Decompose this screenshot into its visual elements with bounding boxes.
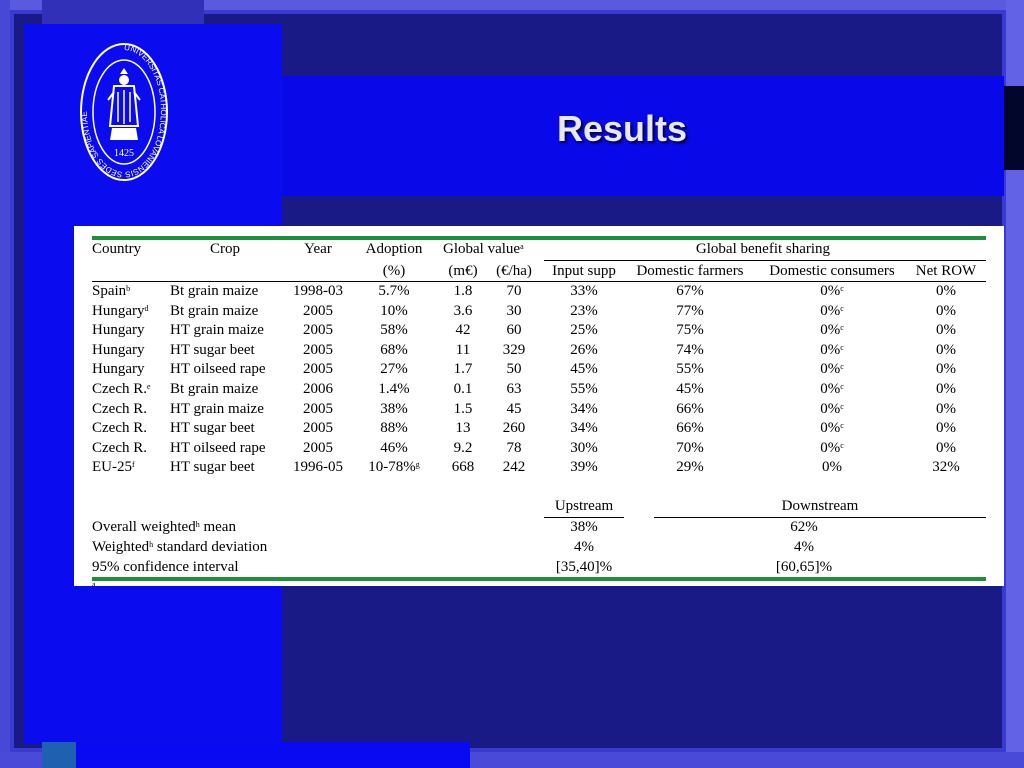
cell-input: 33% — [570, 283, 598, 299]
cell-eur-ha: 30 — [506, 302, 522, 319]
cell-farmers: 70% — [676, 439, 704, 456]
summary-label: Weighted$^h$ standard deviation — [92, 539, 268, 555]
cell-eur-ha: 242 — [502, 459, 526, 476]
cell-eur-ha: 60 — [506, 322, 522, 339]
cell-country: Hungary — [92, 341, 145, 358]
university-seal-logo — [78, 40, 170, 184]
cell-crop: HT sugar beet — [170, 420, 255, 437]
cell-meur: 9.2 — [453, 439, 473, 456]
cell-adoption: 68% — [380, 341, 408, 358]
cell-consumers: 0% — [822, 459, 842, 476]
cell-year: 2005 — [303, 322, 333, 339]
cell-consumers: 0%$^c$ — [820, 361, 844, 378]
cell-row: 0% — [936, 341, 956, 358]
cell-farmers: 67% — [676, 283, 704, 299]
table-bottom-rule — [92, 577, 986, 581]
cell-crop: HT sugar beet — [170, 341, 255, 358]
header-country: Country — [92, 241, 142, 257]
cell-farmers: 77% — [676, 302, 704, 319]
cell-meur: 1.5 — [453, 400, 473, 417]
header-adoption: Adoption — [365, 241, 423, 257]
summary-upstream-value: [35,40]% — [555, 559, 613, 575]
decor-tile-bottom-a — [42, 742, 76, 768]
cell-adoption: 88% — [380, 420, 408, 437]
cell-input: 34% — [570, 400, 598, 417]
cell-consumers: 0%$^c$ — [820, 283, 844, 299]
cell-input: 34% — [570, 420, 598, 437]
cell-farmers: 55% — [676, 361, 704, 378]
cell-year: 2005 — [303, 439, 333, 456]
decor-tile-bottom-b — [76, 742, 470, 768]
cell-country: Czech R.$^e$ — [92, 381, 151, 397]
cell-row: 0% — [936, 322, 956, 339]
cell-adoption: 5.7% — [378, 283, 410, 299]
cell-year: 1998-03 — [293, 283, 343, 299]
title-band-end — [1004, 86, 1024, 170]
cell-country: Czech R. — [92, 439, 147, 456]
cell-country: Hungary — [92, 322, 145, 339]
cell-consumers: 0%$^c$ — [820, 381, 844, 397]
cell-input: 39% — [570, 459, 598, 476]
cell-year: 2005 — [303, 341, 333, 358]
cell-input: 25% — [570, 322, 598, 339]
cell-row: 0% — [936, 381, 956, 397]
header-net-row: Net ROW — [915, 263, 977, 279]
cell-country: Hungary — [92, 361, 145, 378]
summary-upstream-value: 4% — [574, 539, 594, 555]
cell-farmers: 74% — [676, 341, 704, 358]
cell-crop: HT grain maize — [170, 400, 264, 417]
cell-consumers: 0%$^c$ — [820, 420, 844, 437]
summary-upstream-header: Upstream — [554, 498, 614, 514]
cell-consumers: 0%$^c$ — [820, 341, 844, 358]
cell-meur: 1.7 — [453, 361, 473, 378]
cell-crop: HT oilseed rape — [170, 361, 266, 378]
cell-country: Czech R. — [92, 420, 147, 437]
cell-input: 45% — [570, 361, 598, 378]
cell-farmers: 66% — [676, 400, 704, 417]
header-span-rule — [544, 260, 986, 261]
header-crop: Crop — [210, 241, 240, 257]
seal-year: 1425 — [114, 148, 134, 159]
cell-crop: Bt grain maize — [170, 283, 259, 299]
header-year: Year — [304, 241, 332, 257]
slide-border-left — [0, 0, 10, 768]
summary-label: 95% confidence interval — [92, 559, 239, 575]
cell-input: 55% — [570, 381, 598, 397]
summary-downstream-value: 4% — [794, 539, 814, 555]
cell-country: EU-25$^f$ — [92, 459, 135, 476]
cell-row: 0% — [936, 420, 956, 437]
header-domestic-farmers: Domestic farmers — [636, 263, 744, 279]
cell-country: Hungary$^d$ — [92, 302, 149, 319]
seal-text: UNIVERSITAS CATHOLICA LOVANIENSIS SEDES SAPIENTIAE — [79, 42, 168, 180]
cell-input: 26% — [570, 341, 598, 358]
cell-eur-ha: 63 — [506, 381, 522, 397]
cell-year: 2005 — [303, 420, 333, 437]
summary-downstream-value: [60,65]% — [775, 559, 833, 575]
cell-eur-ha: 329 — [502, 341, 526, 358]
cell-input: 23% — [570, 302, 598, 319]
cell-row: 0% — [936, 439, 956, 456]
header-unit-meur: (m€) — [448, 263, 478, 279]
summary-downstream-value: 62% — [790, 519, 818, 535]
cell-meur: 3.6 — [453, 302, 473, 319]
cell-adoption: 46% — [380, 439, 408, 456]
cell-crop: HT oilseed rape — [170, 439, 266, 456]
cell-crop: Bt grain maize — [170, 381, 259, 397]
cell-country: Spain$^b$ — [92, 283, 131, 299]
cell-adoption: 38% — [380, 400, 408, 417]
cell-row: 0% — [936, 400, 956, 417]
cell-input: 30% — [570, 439, 598, 456]
cell-year: 2005 — [303, 361, 333, 378]
header-global-value: Global value$^a$ — [443, 241, 524, 257]
cell-year: 2005 — [303, 400, 333, 417]
cell-meur: 1.8 — [453, 283, 473, 299]
cell-consumers: 0%$^c$ — [820, 439, 844, 456]
cell-consumers: 0%$^c$ — [820, 302, 844, 319]
cell-eur-ha: 45 — [506, 400, 522, 417]
header-domestic-consumers: Domestic consumers — [769, 263, 895, 279]
cell-consumers: 0%$^c$ — [820, 322, 844, 339]
cell-adoption: 1.4% — [378, 381, 410, 397]
cell-meur: 13 — [455, 420, 471, 437]
cell-row: 0% — [936, 361, 956, 378]
cell-meur: 0.1 — [453, 381, 473, 397]
header-input-supp: Input supp — [552, 263, 616, 279]
cell-adoption: 10-78%$^g$ — [368, 459, 420, 476]
cell-row: 0% — [936, 302, 956, 319]
cell-farmers: 45% — [676, 381, 704, 397]
summary-label: Overall weighted$^h$ mean — [92, 519, 236, 535]
cell-adoption: 27% — [380, 361, 408, 378]
header-unit-eur-ha: (€/ha) — [496, 263, 532, 279]
cell-eur-ha: 50 — [506, 361, 522, 378]
cell-row: 0% — [936, 283, 956, 299]
cell-farmers: 29% — [676, 459, 704, 476]
cell-eur-ha: 260 — [502, 420, 526, 437]
cell-meur: 668 — [451, 459, 475, 476]
cell-adoption: 10% — [380, 302, 408, 319]
summary-downstream-header: Downstream — [781, 498, 859, 514]
cell-crop: HT grain maize — [170, 322, 264, 339]
cell-adoption: 58% — [380, 322, 408, 339]
summary-upstream-value: 38% — [570, 519, 598, 535]
cell-row: 32% — [932, 459, 960, 476]
cell-farmers: 75% — [676, 322, 704, 339]
footnote-marker: a — [92, 580, 96, 586]
decor-tile-top — [42, 0, 204, 24]
cell-year: 2006 — [303, 381, 333, 397]
cell-country: Czech R. — [92, 400, 147, 417]
summary-downstream-rule — [654, 517, 986, 518]
cell-crop: HT sugar beet — [170, 459, 255, 476]
results-table — [74, 226, 1004, 586]
cell-eur-ha: 78 — [506, 439, 522, 456]
cell-meur: 42 — [455, 322, 471, 339]
slide-title: Results — [556, 108, 688, 149]
cell-crop: Bt grain maize — [170, 302, 259, 319]
header-adoption-unit: (%) — [382, 263, 406, 279]
cell-farmers: 66% — [676, 420, 704, 437]
cell-year: 2005 — [303, 302, 333, 319]
cell-year: 1996-05 — [293, 459, 343, 476]
header-benefit-sharing: Global benefit sharing — [695, 241, 831, 257]
cell-meur: 11 — [455, 341, 471, 358]
cell-eur-ha: 70 — [506, 283, 522, 299]
cell-consumers: 0%$^c$ — [820, 400, 844, 417]
